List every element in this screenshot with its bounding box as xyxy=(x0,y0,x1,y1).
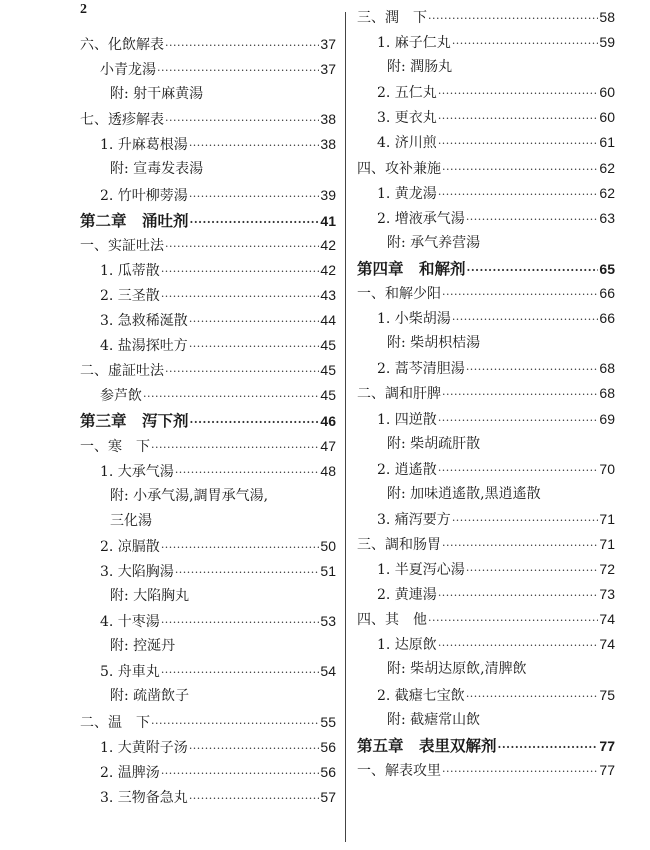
toc-entry-label: 二、調和肝脾 xyxy=(357,386,441,403)
toc-appendix-note xyxy=(357,657,615,682)
toc-entry[interactable] xyxy=(80,659,336,684)
toc-page-number: 74 xyxy=(599,611,615,628)
toc-page-number: 66 xyxy=(599,285,615,302)
toc-entry[interactable] xyxy=(80,32,336,57)
toc-entry[interactable] xyxy=(357,582,615,607)
toc-entry-label: 4. 十枣湯 xyxy=(100,614,160,631)
toc-entry-label: 4. 济川煎 xyxy=(377,135,437,152)
toc-entry-label: 七、透疹解表 xyxy=(80,112,164,129)
toc-page-number: 71 xyxy=(599,535,615,552)
toc-appendix-note xyxy=(357,708,615,733)
dot-leader xyxy=(438,81,599,106)
toc-entry-label: 第四章 和解剂 xyxy=(357,258,466,278)
dot-leader xyxy=(438,182,599,207)
toc-entry[interactable] xyxy=(80,434,336,459)
toc-page-number: 77 xyxy=(599,761,615,778)
toc-appendix-note xyxy=(357,55,615,80)
dot-leader xyxy=(452,31,599,56)
toc-entry-label: 附: 潤肠丸 xyxy=(387,59,453,76)
toc-entry-label: 4. 盐湯探吐方 xyxy=(100,338,188,355)
toc-entry[interactable] xyxy=(80,383,336,408)
toc-entry-label: 附: 柴胡达原飲,清脾飲 xyxy=(387,661,527,678)
dot-leader xyxy=(190,208,320,235)
toc-entry-label: 附: 截瘧常山飲 xyxy=(387,711,481,728)
dot-leader xyxy=(467,256,599,283)
toc-page-number: 56 xyxy=(320,738,336,755)
toc-entry-label: 附: 疏凿飲子 xyxy=(110,688,190,705)
toc-entry[interactable] xyxy=(80,308,336,333)
toc-entry-label: 2. 温脾汤 xyxy=(100,764,160,781)
toc-entry-label: 1. 半夏泻心湯 xyxy=(377,562,465,579)
toc-entry[interactable] xyxy=(80,760,336,785)
toc-page-number: 71 xyxy=(599,510,615,527)
dot-leader xyxy=(189,786,320,811)
toc-page-number: 65 xyxy=(599,260,615,277)
toc-page-number: 63 xyxy=(599,209,615,226)
dot-leader xyxy=(466,357,599,382)
toc-entry-label: 附: 承气养营湯 xyxy=(387,234,481,251)
toc-entry[interactable] xyxy=(80,132,336,157)
toc-page-number: 51 xyxy=(320,562,336,579)
toc-entry[interactable] xyxy=(357,758,615,783)
dot-leader xyxy=(466,684,599,709)
toc-entry-label: 1. 麻子仁丸 xyxy=(377,35,451,52)
dot-leader xyxy=(466,207,599,232)
toc-chapter-entry[interactable] xyxy=(357,256,615,281)
toc-appendix-note xyxy=(80,634,336,659)
toc-appendix-note xyxy=(357,331,615,356)
toc-page-number: 53 xyxy=(320,613,336,630)
toc-entry[interactable] xyxy=(357,281,615,306)
toc-entry-label: 2. 增液承气湯 xyxy=(377,210,465,227)
dot-leader xyxy=(161,535,320,560)
toc-appendix-note xyxy=(357,482,615,507)
dot-leader xyxy=(165,33,319,58)
toc-entry[interactable] xyxy=(357,80,615,105)
dot-leader xyxy=(442,759,598,784)
toc-entry-label: 第五章 表里双解剂 xyxy=(357,735,497,755)
toc-entry-label: 3. 急救稀涎散 xyxy=(100,313,188,330)
toc-chapter-entry[interactable] xyxy=(80,208,336,233)
toc-entry-label: 1. 四逆散 xyxy=(377,411,437,428)
toc-entry-label: 二、温 下 xyxy=(80,714,150,731)
dot-leader xyxy=(175,460,320,485)
toc-entry-label: 三、調和肠胃 xyxy=(357,536,441,553)
toc-page-number: 72 xyxy=(599,561,615,578)
toc-appendix-note xyxy=(357,231,615,256)
toc-page-number: 50 xyxy=(320,537,336,554)
toc-page-number: 62 xyxy=(599,159,615,176)
toc-entry-label: 小青龙湯 xyxy=(100,62,156,79)
toc-page-number: 47 xyxy=(320,437,336,454)
toc-page-number: 58 xyxy=(599,9,615,25)
dot-leader xyxy=(442,157,598,182)
toc-entry-label: 5. 舟車丸 xyxy=(100,664,160,681)
toc-entry-label: 一、实証吐法 xyxy=(80,237,164,254)
dot-leader xyxy=(438,106,599,131)
toc-entry-label: 1. 达原飲 xyxy=(377,637,437,654)
dot-leader xyxy=(438,633,599,658)
toc-entry-label: 2. 截瘧七宝飲 xyxy=(377,687,465,704)
toc-entry-label: 三、潤 下 xyxy=(357,10,427,26)
toc-entry-label: 1. 大黄附子汤 xyxy=(100,739,188,756)
toc-entry-label: 附: 小承气湯,調胃承气湯, xyxy=(110,487,269,504)
toc-page-number: 48 xyxy=(320,462,336,479)
dot-leader xyxy=(151,711,319,736)
dot-leader xyxy=(438,408,599,433)
toc-entry[interactable] xyxy=(80,735,336,760)
toc-entry-label: 附: 控涎丹 xyxy=(110,638,176,655)
toc-page-number: 66 xyxy=(599,310,615,327)
dot-leader xyxy=(189,736,320,761)
dot-leader xyxy=(442,282,598,307)
toc-entry[interactable] xyxy=(357,105,615,130)
toc-left-column xyxy=(80,32,336,810)
dot-leader xyxy=(466,558,599,583)
toc-entry-label: 六、化飲解表 xyxy=(80,37,164,53)
toc-entry[interactable] xyxy=(80,710,336,735)
dot-leader xyxy=(161,761,320,786)
dot-leader xyxy=(165,108,319,133)
toc-appendix-note xyxy=(357,432,615,457)
toc-entry[interactable] xyxy=(357,532,615,557)
toc-entry[interactable] xyxy=(357,356,615,381)
toc-entry-label: 2. 凉膈散 xyxy=(100,538,160,555)
toc-entry-label: 一、和解少阳 xyxy=(357,286,441,303)
toc-entry[interactable] xyxy=(80,459,336,484)
toc-page-number: 55 xyxy=(320,713,336,730)
toc-entry-label: 1. 黄龙湯 xyxy=(377,185,437,202)
toc-entry-label: 2. 黄連湯 xyxy=(377,587,437,604)
toc-entry[interactable] xyxy=(357,457,615,482)
toc-entry[interactable] xyxy=(357,507,615,532)
dot-leader xyxy=(442,382,598,407)
column-divider xyxy=(345,12,346,842)
toc-page-number: 42 xyxy=(320,236,336,253)
dot-leader xyxy=(438,131,599,156)
dot-leader xyxy=(165,234,319,259)
dot-leader xyxy=(165,359,319,384)
toc-page-number: 61 xyxy=(599,134,615,151)
toc-page-number: 44 xyxy=(320,312,336,329)
toc-entry-label: 1. 升麻葛根湯 xyxy=(100,137,188,154)
toc-page-number: 38 xyxy=(320,136,336,153)
toc-entry-label: 附: 宣毒发表湯 xyxy=(110,161,204,178)
toc-page-number: 43 xyxy=(320,286,336,303)
toc-appendix-note xyxy=(80,484,336,509)
toc-entry-label: 3. 三物备急丸 xyxy=(100,789,188,806)
toc-page-number: 38 xyxy=(320,111,336,128)
dot-leader xyxy=(151,435,319,460)
toc-entry-label: 1. 瓜蒂散 xyxy=(100,262,160,279)
toc-page-number: 56 xyxy=(320,763,336,780)
toc-entry[interactable] xyxy=(357,632,615,657)
toc-entry-label: 二、虚証吐法 xyxy=(80,363,164,380)
toc-chapter-entry[interactable] xyxy=(80,408,336,433)
toc-page-number: 45 xyxy=(320,387,336,404)
toc-page-number: 37 xyxy=(320,61,336,78)
toc-page-number: 77 xyxy=(599,737,615,754)
toc-entry-label: 附: 射干麻黄湯 xyxy=(110,86,204,103)
toc-page-number: 60 xyxy=(599,84,615,101)
toc-entry-label: 三化湯 xyxy=(110,512,152,529)
toc-entry[interactable] xyxy=(80,283,336,308)
toc-page-number: 68 xyxy=(599,360,615,377)
dot-leader xyxy=(161,284,320,309)
toc-page-number: 75 xyxy=(599,686,615,703)
toc-entry-label: 2. 三圣散 xyxy=(100,287,160,304)
toc-entry-label: 附: 柴胡疏肝散 xyxy=(387,435,481,452)
toc-entry-label: 附: 大陷胸丸 xyxy=(110,588,190,605)
dot-leader xyxy=(175,560,320,585)
toc-entry-label: 四、其 他 xyxy=(357,612,427,629)
toc-entry[interactable] xyxy=(357,181,615,206)
dot-leader xyxy=(442,533,598,558)
toc-page-number: 69 xyxy=(599,410,615,427)
toc-entry-label: 2. 逍遙散 xyxy=(377,461,437,478)
toc-entry-label: 2. 竹叶柳蒡湯 xyxy=(100,187,188,204)
dot-leader xyxy=(428,6,598,31)
toc-appendix-note xyxy=(80,157,336,182)
toc-entry-label: 附: 柴胡枳桔湯 xyxy=(387,335,481,352)
toc-entry-label: 3. 痛泻要方 xyxy=(377,511,451,528)
dot-leader xyxy=(161,610,320,635)
toc-entry[interactable] xyxy=(357,306,615,331)
toc-chapter-entry[interactable] xyxy=(357,733,615,758)
toc-entry-label: 附: 加味逍遙散,黑逍遙散 xyxy=(387,485,541,502)
toc-page-number: 42 xyxy=(320,261,336,278)
toc-appendix-note xyxy=(80,82,336,107)
dot-leader xyxy=(157,58,319,83)
dot-leader xyxy=(189,184,320,209)
toc-entry-label: 参芦飲 xyxy=(100,388,142,405)
toc-page-number: 46 xyxy=(320,413,336,430)
toc-entry[interactable] xyxy=(357,5,615,30)
toc-page-number: 39 xyxy=(320,186,336,203)
toc-entry[interactable] xyxy=(80,559,336,584)
dot-leader xyxy=(452,307,599,332)
page-number: 2 xyxy=(80,2,87,17)
dot-leader xyxy=(498,733,599,760)
toc-page-number: 41 xyxy=(320,212,336,229)
toc-page-number: 59 xyxy=(599,34,615,51)
toc-page-number: 57 xyxy=(320,788,336,805)
toc-entry-label: 第二章 涌吐剂 xyxy=(80,210,189,230)
toc-appendix-note xyxy=(80,684,336,709)
toc-entry-label: 一、解表攻里 xyxy=(357,762,441,779)
toc-entry[interactable] xyxy=(357,30,615,55)
toc-page-number: 74 xyxy=(599,636,615,653)
toc-page-number: 70 xyxy=(599,460,615,477)
dot-leader xyxy=(438,458,599,483)
toc-page-number: 45 xyxy=(320,337,336,354)
dot-leader xyxy=(428,608,598,633)
toc-entry[interactable] xyxy=(357,407,615,432)
toc-entry[interactable] xyxy=(357,206,615,231)
toc-appendix-note xyxy=(80,584,336,609)
toc-page-number: 54 xyxy=(320,663,336,680)
dot-leader xyxy=(452,508,599,533)
toc-entry-label: 一、寒 下 xyxy=(80,438,150,455)
toc-entry-label: 1. 大承气湯 xyxy=(100,463,174,480)
toc-entry-label: 四、攻补兼施 xyxy=(357,160,441,177)
toc-entry-label: 2. 蒿芩清胆湯 xyxy=(377,361,465,378)
dot-leader xyxy=(189,133,320,158)
dot-leader xyxy=(189,309,320,334)
toc-entry[interactable] xyxy=(357,156,615,181)
toc-entry[interactable] xyxy=(80,233,336,258)
toc-entry-label: 3. 大陷胸湯 xyxy=(100,563,174,580)
toc-page-number: 45 xyxy=(320,362,336,379)
toc-entry[interactable] xyxy=(80,785,336,810)
toc-entry[interactable] xyxy=(80,258,336,283)
toc-entry[interactable] xyxy=(80,609,336,634)
toc-page-number: 73 xyxy=(599,586,615,603)
dot-leader xyxy=(189,334,320,359)
toc-page-number: 37 xyxy=(320,36,336,52)
toc-entry[interactable] xyxy=(357,683,615,708)
toc-entry[interactable] xyxy=(357,607,615,632)
toc-entry[interactable] xyxy=(357,381,615,406)
toc-page-number: 68 xyxy=(599,385,615,402)
toc-entry[interactable] xyxy=(357,557,615,582)
dot-leader xyxy=(161,259,320,284)
dot-leader xyxy=(161,660,320,685)
toc-entry[interactable] xyxy=(80,57,336,82)
toc-entry-label: 2. 五仁丸 xyxy=(377,85,437,102)
toc-entry-label: 第三章 泻下剂 xyxy=(80,411,189,431)
toc-entry-label: 3. 更衣丸 xyxy=(377,110,437,127)
dot-leader xyxy=(143,384,319,409)
toc-entry[interactable] xyxy=(80,333,336,358)
toc-entry[interactable] xyxy=(80,183,336,208)
toc-entry[interactable] xyxy=(80,107,336,132)
dot-leader xyxy=(438,583,599,608)
toc-right-column xyxy=(357,5,615,783)
toc-entry[interactable] xyxy=(357,130,615,155)
toc-entry[interactable] xyxy=(80,358,336,383)
toc-appendix-note xyxy=(80,509,336,534)
toc-entry-label: 1. 小柴胡湯 xyxy=(377,311,451,328)
toc-page-number: 60 xyxy=(599,109,615,126)
toc-entry[interactable] xyxy=(80,534,336,559)
dot-leader xyxy=(190,408,320,435)
toc-page-number: 62 xyxy=(599,184,615,201)
